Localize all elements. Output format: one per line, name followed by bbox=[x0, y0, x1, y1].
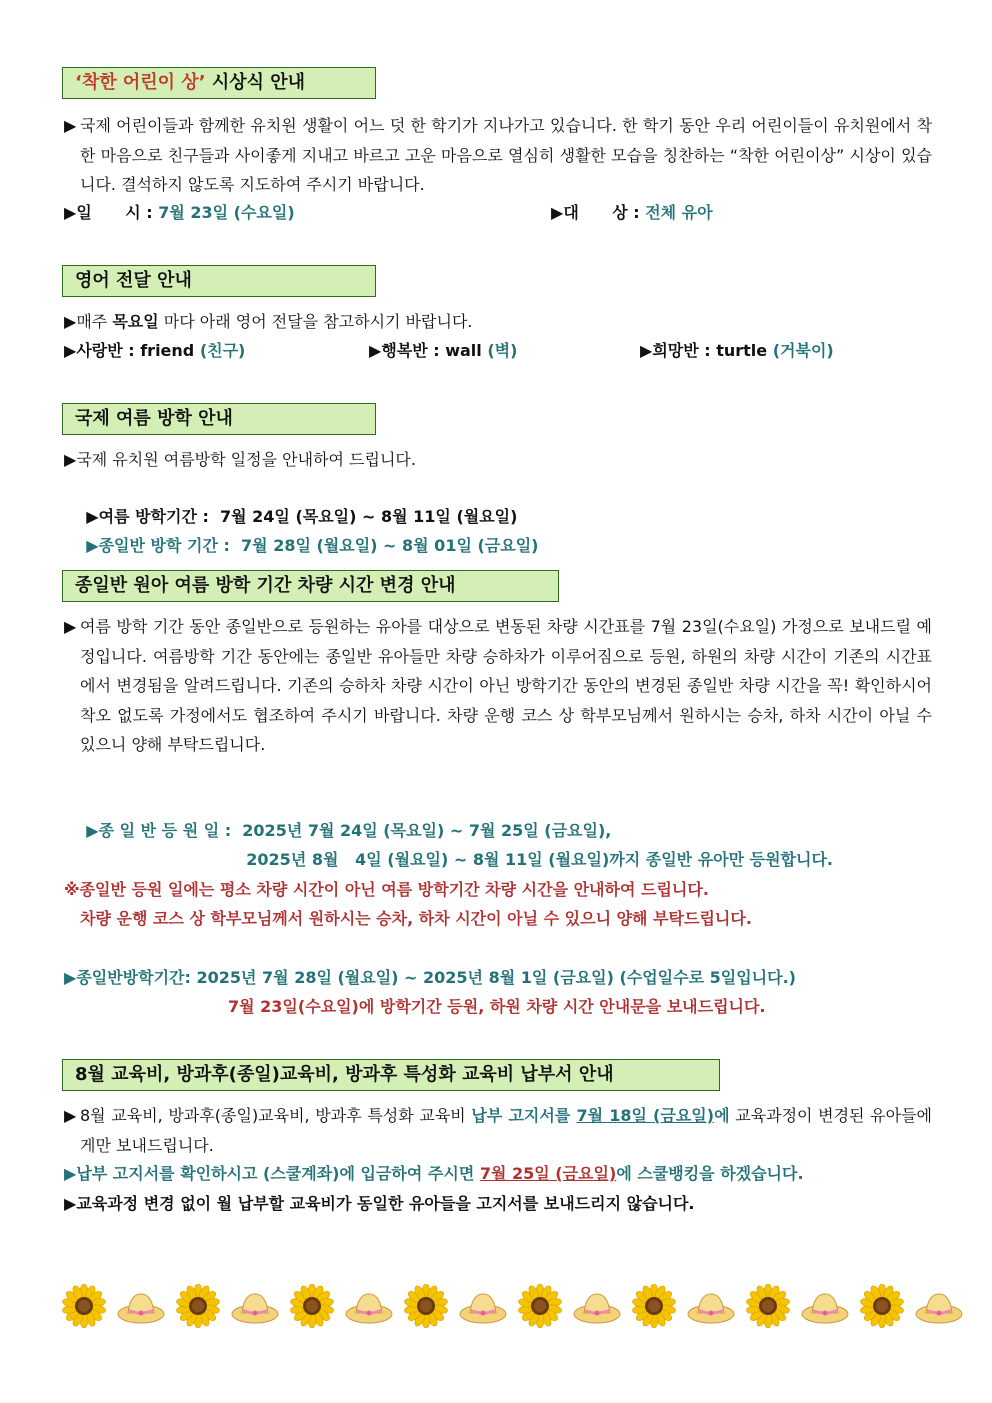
fees-paragraph bbox=[64, 1101, 932, 1160]
sunflower-icon bbox=[860, 1284, 904, 1328]
bullet-icon: ▶ bbox=[64, 341, 77, 360]
note-text-2: 차량 운행 코스 상 학부모님께서 원하시는 승차, 하차 시간이 아닐 수 있으니 양해 부탁드립니다. bbox=[80, 909, 752, 928]
attendance-text-2: 2025년 8월 4일 (월요일) ~ 8월 11일 (월요일)까지 종일반 유아만 등원합니다. bbox=[246, 850, 833, 869]
straw-hat-icon bbox=[116, 1284, 166, 1328]
english-intro-line bbox=[64, 308, 934, 336]
straw-hat-icon bbox=[572, 1284, 622, 1328]
sunflower-icon bbox=[62, 1284, 106, 1328]
bullet-icon: ▶ bbox=[640, 341, 653, 360]
fees-payment-line bbox=[64, 1160, 934, 1188]
english-words-line bbox=[64, 337, 934, 365]
class-happy-word: 행복반 : wall bbox=[381, 341, 488, 360]
section-title-bus: 종일반 원아 여름 방학 기간 차량 시간 변경 안내 bbox=[62, 570, 559, 602]
daycare-vac-note-text: 7월 23일(수요일)에 방학기간 등원, 하원 차량 시간 안내문을 보내드립니다. bbox=[228, 997, 766, 1016]
vacation-intro-text: 국제 유치원 여름방학 일정을 안내하여 드립니다. bbox=[76, 450, 416, 469]
bullet-icon: ▶ bbox=[64, 1164, 77, 1183]
award-paragraph-text: 국제 어린이들과 함께한 유치원 생활이 어느 덧 한 학기가 지나가고 있습니다. 한 학기 동안 우리 어린이들이 유치원에서 착한 마음으로 친구들과 사이좋게 지내고 바르고 고운 마음으로 열심히 생활한 모습을 칭찬하는 “착한 어린이상” 시상이 있습니다. 결석하지 않도록 지도하여 주시기 바랍니다. bbox=[80, 116, 932, 194]
fees-date: 7월 18일 (금요일) bbox=[576, 1106, 715, 1125]
fees-text-d: 에 bbox=[714, 1106, 730, 1125]
straw-hat-icon bbox=[800, 1284, 850, 1328]
note-line-1 bbox=[64, 876, 934, 904]
class-love-word: 사랑반 : friend bbox=[76, 341, 200, 360]
bullet-icon: ▶ bbox=[86, 821, 99, 840]
vacation-period-text: 여름 방학기간 : 7월 24일 (목요일) ~ 8월 11일 (월요일) bbox=[98, 507, 518, 526]
award-paragraph bbox=[64, 111, 932, 200]
daycare-vacation-text: 종일반 방학 기간 : 7월 28일 (월요일) ~ 8월 01일 (금요일) bbox=[98, 536, 539, 555]
straw-hat-icon bbox=[458, 1284, 508, 1328]
decoration-border bbox=[62, 1284, 942, 1334]
bullet-icon: ▶ bbox=[64, 968, 77, 987]
section-title-fees: 8월 교육비, 방과후(종일)교육비, 방과후 특성화 교육비 납부서 안내 bbox=[62, 1059, 720, 1091]
section-title-award bbox=[62, 67, 376, 99]
fees-nochange-line bbox=[64, 1190, 934, 1218]
sunflower-icon bbox=[404, 1284, 448, 1328]
fees-payment-a: 납부 고지서를 확인하시고 (스쿨계좌)에 입금하여 주시면 bbox=[76, 1164, 480, 1183]
straw-hat-icon bbox=[230, 1284, 280, 1328]
award-title-rest: 시상식 안내 bbox=[205, 72, 306, 93]
bullet-icon: ▶ bbox=[64, 450, 77, 469]
english-intro-a: 매주 bbox=[76, 312, 113, 331]
english-intro-c: 마다 아래 영어 전달을 참고하시기 바랍니다. bbox=[158, 312, 473, 331]
bullet-icon: ▶ bbox=[86, 507, 99, 526]
bullet-icon: ▶ bbox=[86, 536, 99, 555]
bullet-icon: ▶ bbox=[369, 341, 382, 360]
sunflower-icon bbox=[746, 1284, 790, 1328]
bus-paragraph-text: 여름 방학 기간 동안 종일반으로 등원하는 유아를 대상으로 변동된 차량 시간표를 7월 23일(수요일) 가정으로 보내드릴 예정입니다. 여름방학 기간 동안에는 종일반 유아들만 차량 승하차가 이루어짐으로 등원, 하원의 차량 시간이 기존의 시간표에서 변경됨을 알려드립니다. 기존의 승하차 차량 시간이 아닌 방학기간 동안의 변경된 종일반 차량 시간을 꼭! 확인하시어 착오 없도록 가정에서도 협조하여 주시기 바랍니다. 차량 운행 코스 상 학부모님께서 원하시는 승차, 하차 시간이 아닐 수 있으니 양해 부탁드립니다. bbox=[80, 617, 932, 754]
class-hope-ko: (거북이) bbox=[772, 341, 834, 360]
award-date-label: 일 시 : bbox=[76, 203, 159, 222]
bullet-icon: ▶ bbox=[64, 312, 77, 331]
sunflower-icon bbox=[518, 1284, 562, 1328]
fees-paragraph-text bbox=[64, 1101, 932, 1160]
fees-text-e: 교육과정이 변경된 유아들에게만 보내드립니다. bbox=[80, 1106, 932, 1155]
bullet-icon: ▶ bbox=[551, 203, 564, 222]
daycare-vac-line bbox=[64, 964, 934, 992]
fees-text-a: 8월 교육비, 방과후(종일)교육비, 방과후 특성화 교육비 bbox=[80, 1106, 472, 1125]
english-intro-day: 목요일 bbox=[112, 312, 159, 331]
fees-payment-c: 에 스쿨뱅킹을 하겠습니다. bbox=[616, 1164, 804, 1183]
award-title-highlight: ‘착한 어린이 상’ bbox=[75, 72, 206, 93]
section-title-vacation: 국제 여름 방학 안내 bbox=[62, 403, 376, 435]
award-info-line bbox=[64, 199, 934, 227]
sunflower-icon bbox=[290, 1284, 334, 1328]
bullet-icon: ▶ bbox=[64, 1194, 77, 1213]
note-line-2 bbox=[80, 905, 950, 933]
sunflower-icon bbox=[632, 1284, 676, 1328]
bullet-icon: ▶ bbox=[64, 116, 77, 135]
class-love-ko: (친구) bbox=[199, 341, 246, 360]
bus-paragraph bbox=[64, 612, 932, 760]
daycare-vac-note bbox=[228, 993, 918, 1021]
award-target-label: 대 상 : bbox=[563, 203, 646, 222]
bullet-icon: ▶ bbox=[64, 617, 77, 636]
award-date-value: 7월 23일 (수요일) bbox=[158, 203, 295, 222]
bullet-icon: ▶ bbox=[64, 203, 77, 222]
note-text-1: ※종일반 등원 일에는 평소 차량 시간이 아닌 여름 방학기간 차량 시간을 안내하여 드립니다. bbox=[64, 880, 709, 899]
class-happy-ko: (벽) bbox=[487, 341, 518, 360]
straw-hat-icon bbox=[686, 1284, 736, 1328]
award-target-value: 전체 유아 bbox=[645, 203, 713, 222]
straw-hat-icon bbox=[344, 1284, 394, 1328]
attendance-text-1: 종 일 반 등 원 일 : 2025년 7월 24일 (목요일) ~ 7월 25일 (금요일), bbox=[98, 821, 612, 840]
daycare-vac-text: 종일반방학기간: 2025년 7월 28일 (월요일) ~ 2025년 8월 1일 (금요일) (수업일수로 5일입니다.) bbox=[76, 968, 796, 987]
fees-payment-date: 7월 25일 (금요일) bbox=[479, 1164, 617, 1183]
fees-nochange-text: 교육과정 변경 없이 월 납부할 교육비가 동일한 유아들을 고지서를 보내드리지 않습니다. bbox=[76, 1194, 695, 1213]
straw-hat-icon bbox=[914, 1284, 964, 1328]
sunflower-icon bbox=[176, 1284, 220, 1328]
bullet-icon: ▶ bbox=[64, 1106, 77, 1125]
fees-text-b: 납부 고지서를 bbox=[471, 1106, 577, 1125]
vacation-intro-line bbox=[64, 446, 934, 474]
class-hope-word: 희망반 : turtle bbox=[652, 341, 773, 360]
section-title-english: 영어 전달 안내 bbox=[62, 265, 376, 297]
